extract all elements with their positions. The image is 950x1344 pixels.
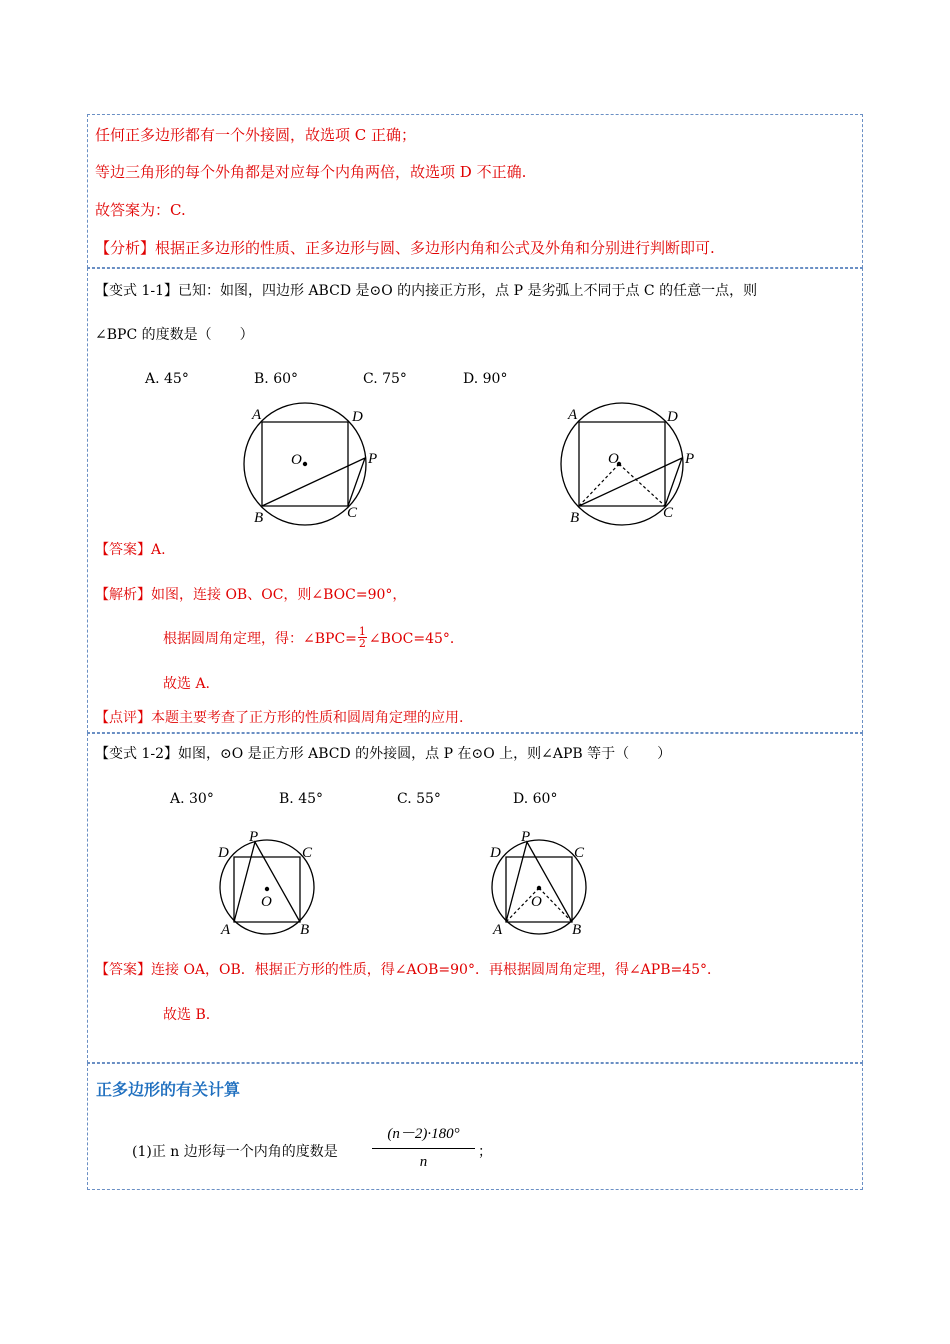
formula-post: ； <box>478 1144 492 1160</box>
label-b: B <box>254 510 264 526</box>
analysis-text: 故选 A. <box>163 676 211 692</box>
fraction-half <box>357 625 369 650</box>
analysis-text <box>163 625 464 650</box>
label-d: D <box>218 845 229 861</box>
label-b: B <box>572 922 582 938</box>
analysis-post: ∠BOC=45°． <box>368 631 464 647</box>
question-text: ∠BPC 的度数是（ ） <box>95 327 254 343</box>
option-d: D. 60° <box>513 791 558 807</box>
label-o: O <box>291 452 302 468</box>
label-a: A <box>252 407 262 423</box>
option-c: C. 75° <box>363 371 407 387</box>
label-c: C <box>347 505 358 521</box>
question-text: 【变式 1-2】如图，⊙O 是正方形 ABCD 的外接圆，点 P 在⊙O 上，则∠APB 等于（ ） <box>95 746 672 762</box>
label-c: C <box>663 505 674 521</box>
label-o: O <box>531 894 542 910</box>
formula-line <box>132 1142 338 1162</box>
analysis-line: 【分析】根据正多边形的性质、正多边形与圆、多边形内角和公式及外角和分别进行判断即可. <box>95 239 715 257</box>
answer-text: 【答案】连接 OA，OB．根据正方形的性质，得∠AOB=90°．再根据圆周角定理，得∠APB=45°． <box>95 962 722 978</box>
label-d: D <box>490 845 501 861</box>
label-p: P <box>685 451 695 467</box>
fraction-denominator: 2 <box>358 637 366 650</box>
label-c: C <box>302 845 313 861</box>
answer-text: 【答案】A. <box>95 542 166 558</box>
label-c: C <box>574 845 585 861</box>
comment-text: 【点评】本题主要考查了正方形的性质和圆周角定理的应用. <box>95 710 464 726</box>
label-p: P <box>249 829 259 845</box>
formula-bar <box>372 1148 475 1149</box>
label-a: A <box>493 922 503 938</box>
fraction-numerator: 1 <box>358 625 366 638</box>
option-b: B. 60° <box>254 371 299 387</box>
formula-fraction <box>372 1124 475 1173</box>
text-line: 任何正多边形都有一个外接圆，故选项 C 正确； <box>95 126 417 144</box>
label-o: O <box>261 894 272 910</box>
text-line: 故答案为：C. <box>95 201 186 219</box>
label-d: D <box>352 409 363 425</box>
label-d: D <box>667 409 678 425</box>
label-a: A <box>221 922 231 938</box>
label-a: A <box>568 407 578 423</box>
section-heading: 正多边形的有关计算 <box>96 1080 241 1099</box>
option-b: B. 45° <box>279 791 324 807</box>
option-a: A. 30° <box>170 791 214 807</box>
label-p: P <box>368 451 378 467</box>
label-b: B <box>300 922 310 938</box>
option-a: A. 45° <box>145 371 189 387</box>
label-o: O <box>608 451 619 467</box>
option-d: D. 90° <box>463 371 508 387</box>
analysis-pre: 根据圆周角定理，得：∠BPC= <box>163 631 357 647</box>
text-line: 等边三角形的每个外角都是对应每个内角两倍，故选项 D 不正确. <box>95 163 527 181</box>
formula-numerator: (n－2)·180° <box>387 1126 460 1142</box>
answer-text: 故选 B. <box>163 1007 211 1023</box>
label-b: B <box>570 510 580 526</box>
formula-denominator: n <box>419 1154 428 1170</box>
analysis-text: 【解析】如图，连接 OB、OC，则∠BOC=90°， <box>95 587 407 603</box>
label-p: P <box>521 829 531 845</box>
formula-pre: (1)正 n 边形每一个内角的度数是 <box>132 1144 338 1160</box>
question-text: 【变式 1-1】已知：如图，四边形 ABCD 是⊙O 的内接正方形，点 P 是劣弧上不同于点 C 的任意一点，则 <box>95 283 758 299</box>
option-c: C. 55° <box>397 791 441 807</box>
